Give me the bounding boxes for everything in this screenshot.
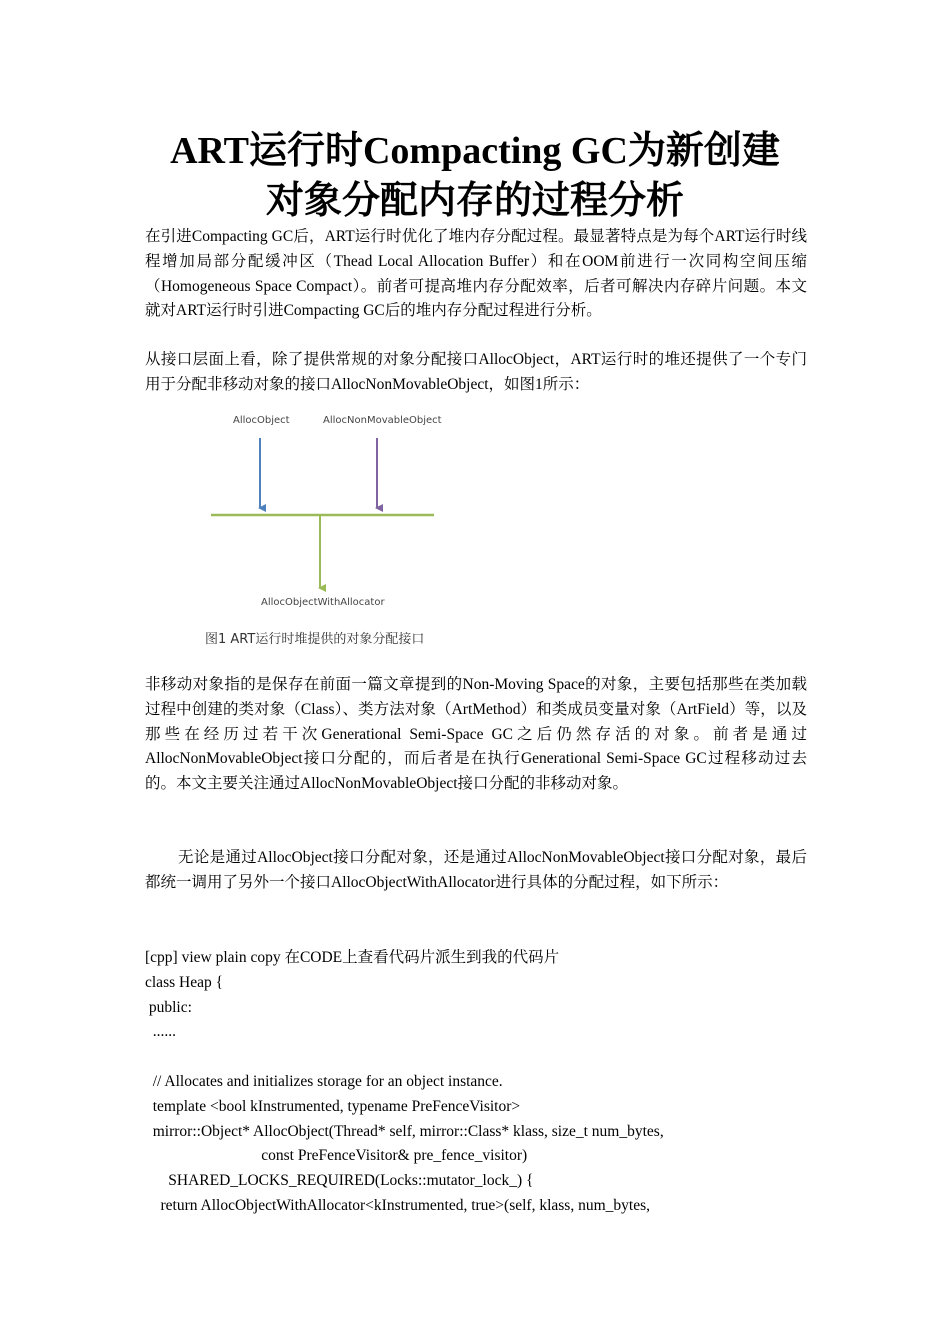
allocation-diagram xyxy=(195,404,485,654)
code-line: return AllocObjectWithAllocator<kInstrumented, true>(self, klass, num_bytes, xyxy=(145,1196,650,1214)
code-line xyxy=(145,1045,845,1070)
label-alloc-object: AllocObject xyxy=(233,415,290,426)
code-line: class Heap { xyxy=(145,973,224,991)
title-line-2: 对象分配内存的过程分析 xyxy=(265,180,684,222)
code-toolbar: [cpp] view plain copy 在CODE上查看代码片派生到我的代码片 xyxy=(145,949,560,966)
code-line: // Allocates and initializes storage for an object instance. xyxy=(145,1072,503,1090)
label-alloc-non-movable-object: AllocNonMovableObject xyxy=(323,415,442,426)
label-alloc-object-with-allocator: AllocObjectWithAllocator xyxy=(261,597,385,608)
non-moving-paragraph: 非移动对象指的是保存在前面一篇文章提到的Non-Moving Space的对象，主要包括那些在类加载过程中创建的类对象（Class）、类方法对象（ArtMethod）和类成员变量对象（ArtField）等，以及那些在经历过若干次Generational Semi-Space GC之后仍然存活的对象。前者是通过AllocNonMovableObject接口分配的，而后者是在执行Generational Semi-Space GC过程移动过去的。本文主要关注通过AllocNonMovableObject接口分配的非移动对象。 xyxy=(145,676,807,793)
alloc-with-allocator-paragraph: 无论是通过AllocObject接口分配对象，还是通过AllocNonMovableObject接口分配对象，最后都统一调用了另外一个接口AllocObjectWithAllocator进行具体的分配过程，如下所示： xyxy=(145,849,807,891)
intro-paragraph: 在引进Compacting GC后，ART运行时优化了堆内存分配过程。最显著特点是为每个ART运行时线程增加局部分配缓冲区（Thead Local Allocation Buffer）和在OOM前进行一次同构空间压缩（Homogeneous Space Compact）。前者可提高堆内存分配效率，后者可解决内存碎片问题。本文就对ART运行时引进Compacting GC后的堆内存分配过程进行分析。 xyxy=(145,228,807,320)
figure-caption: 图1 ART运行时堆提供的对象分配接口 xyxy=(205,632,425,647)
page-title xyxy=(100,126,850,226)
interface-paragraph: 从接口层面上看，除了提供常规的对象分配接口AllocObject，ART运行时的堆还提供了一个专门用于分配非移动对象的接口AllocNonMovableObject，如图1所示： xyxy=(145,351,807,393)
title-line-1: ART运行时Compacting GC为新创建 xyxy=(170,130,780,172)
code-line: const PreFenceVisitor& pre_fence_visitor) xyxy=(145,1147,528,1165)
code-line: public: xyxy=(145,998,192,1016)
code-line: template <bool kInstrumented, typename PreFenceVisitor> xyxy=(145,1097,521,1115)
code-line: ...... xyxy=(145,1023,176,1041)
code-line: SHARED_LOCKS_REQUIRED(Locks::mutator_lock_) { xyxy=(145,1172,534,1190)
code-listing xyxy=(145,946,845,1219)
code-line: mirror::Object* AllocObject(Thread* self, mirror::Class* klass, size_t num_bytes, xyxy=(145,1122,664,1140)
allocation-interface-figure xyxy=(195,404,485,654)
